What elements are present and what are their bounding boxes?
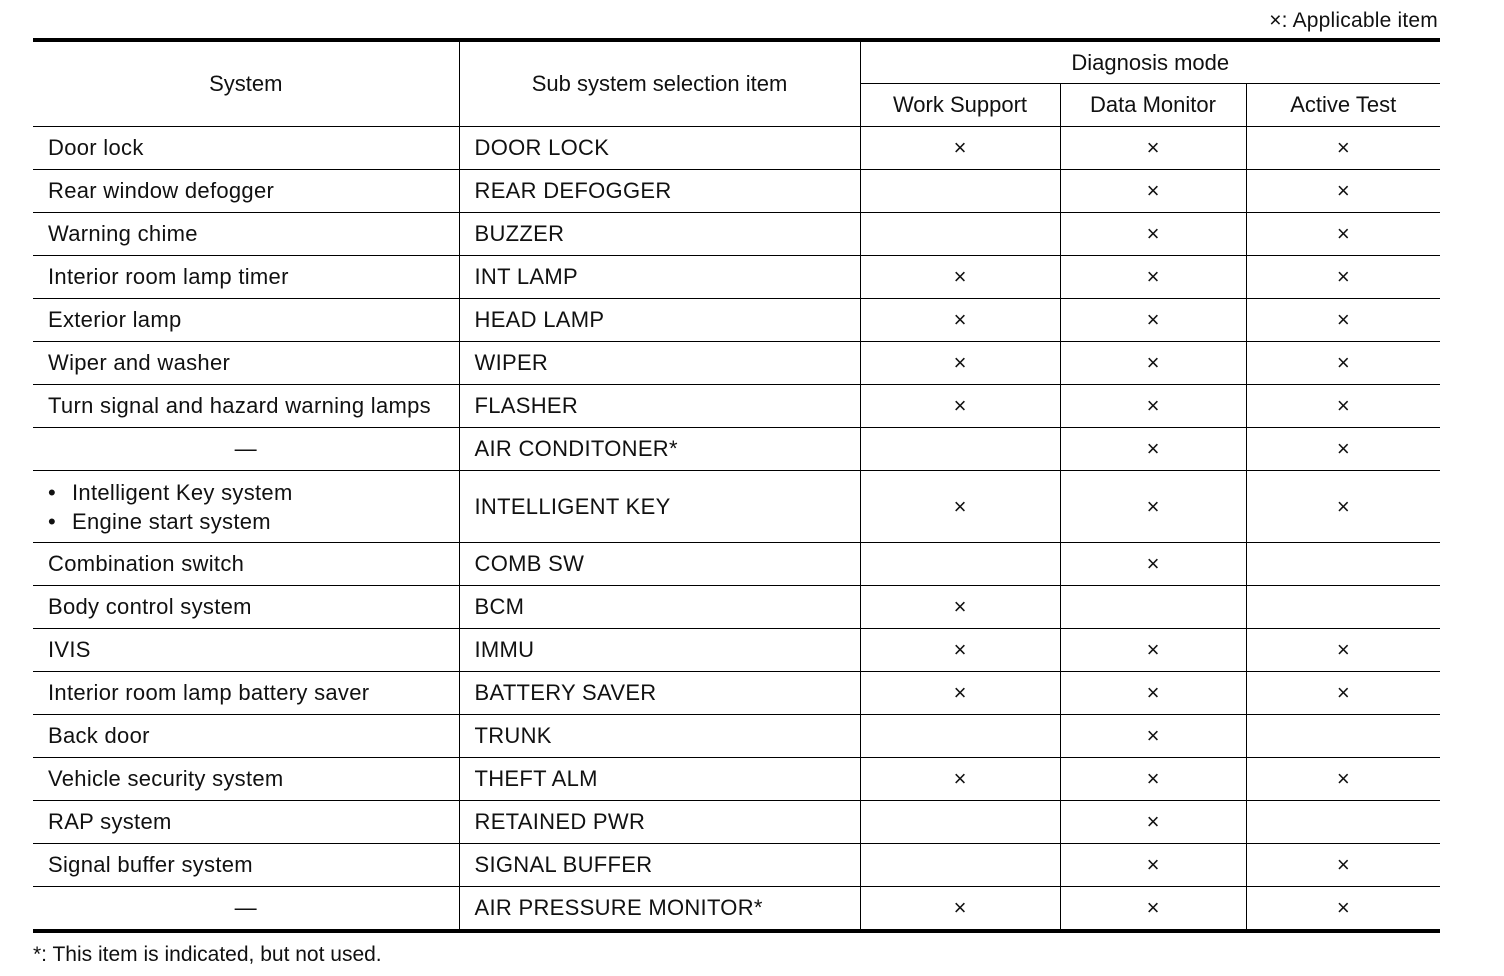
data-monitor-mark: × [1060, 672, 1246, 715]
sub-system-cell: INTELLIGENT KEY [459, 471, 860, 543]
system-cell: Warning chime [33, 213, 459, 256]
sub-system-cell: HEAD LAMP [459, 299, 860, 342]
table-row [33, 543, 1440, 586]
system-cell: IVIS [33, 629, 459, 672]
work-support-mark [860, 213, 1060, 256]
system-cell: Interior room lamp battery saver [33, 672, 459, 715]
active-test-mark: × [1246, 127, 1440, 170]
header-active-test: Active Test [1246, 84, 1440, 127]
system-cell [33, 471, 459, 543]
header-data-monitor: Data Monitor [1060, 84, 1246, 127]
table-row [33, 672, 1440, 715]
system-cell: Body control system [33, 586, 459, 629]
table-row [33, 428, 1440, 471]
work-support-mark [860, 543, 1060, 586]
table-row [33, 801, 1440, 844]
data-monitor-mark: × [1060, 256, 1246, 299]
work-support-mark: × [860, 758, 1060, 801]
system-cell: Exterior lamp [33, 299, 459, 342]
data-monitor-mark: × [1060, 385, 1246, 428]
footnote: *: This item is indicated, but not used. [33, 943, 382, 966]
header-system: System [33, 40, 459, 127]
table-row [33, 471, 1440, 543]
table-row [33, 385, 1440, 428]
table-body [33, 127, 1440, 932]
data-monitor-mark: × [1060, 844, 1246, 887]
active-test-mark [1246, 801, 1440, 844]
active-test-mark: × [1246, 256, 1440, 299]
system-cell: Door lock [33, 127, 459, 170]
table-row [33, 256, 1440, 299]
sub-system-cell: INT LAMP [459, 256, 860, 299]
work-support-mark: × [860, 887, 1060, 932]
work-support-mark: × [860, 586, 1060, 629]
sub-system-cell: BUZZER [459, 213, 860, 256]
data-monitor-mark: × [1060, 170, 1246, 213]
sub-system-cell: BATTERY SAVER [459, 672, 860, 715]
table-row [33, 715, 1440, 758]
work-support-mark: × [860, 342, 1060, 385]
sub-system-cell: FLASHER [459, 385, 860, 428]
data-monitor-mark: × [1060, 801, 1246, 844]
active-test-mark [1246, 543, 1440, 586]
system-cell: Rear window defogger [33, 170, 459, 213]
sub-system-cell: RETAINED PWR [459, 801, 860, 844]
active-test-mark: × [1246, 170, 1440, 213]
work-support-mark: × [860, 256, 1060, 299]
work-support-mark [860, 844, 1060, 887]
table-row [33, 299, 1440, 342]
data-monitor-mark: × [1060, 428, 1246, 471]
bullet-icon: • [48, 508, 57, 534]
work-support-mark: × [860, 672, 1060, 715]
sub-system-cell: TRUNK [459, 715, 860, 758]
system-cell: Vehicle security system [33, 758, 459, 801]
sub-system-cell: AIR PRESSURE MONITOR* [459, 887, 860, 932]
system-bullet-label: Engine start system [72, 508, 271, 534]
system-bullet-label: Intelligent Key system [72, 479, 293, 505]
header-sub-system: Sub system selection item [459, 40, 860, 127]
work-support-mark: × [860, 629, 1060, 672]
active-test-mark: × [1246, 887, 1440, 932]
table-row [33, 170, 1440, 213]
data-monitor-mark: × [1060, 758, 1246, 801]
active-test-mark: × [1246, 342, 1440, 385]
sub-system-cell: AIR CONDITONER* [459, 428, 860, 471]
active-test-mark: × [1246, 428, 1440, 471]
work-support-mark [860, 715, 1060, 758]
active-test-mark: × [1246, 629, 1440, 672]
table-row [33, 127, 1440, 170]
data-monitor-mark [1060, 586, 1246, 629]
data-monitor-mark: × [1060, 629, 1246, 672]
table-row [33, 887, 1440, 932]
sub-system-cell: COMB SW [459, 543, 860, 586]
sub-system-cell: DOOR LOCK [459, 127, 860, 170]
active-test-mark: × [1246, 299, 1440, 342]
work-support-mark [860, 170, 1060, 213]
work-support-mark: × [860, 385, 1060, 428]
sub-system-cell: IMMU [459, 629, 860, 672]
system-cell: Combination switch [33, 543, 459, 586]
table-row [33, 213, 1440, 256]
header-work-support: Work Support [860, 84, 1060, 127]
work-support-mark: × [860, 471, 1060, 543]
sub-system-cell: REAR DEFOGGER [459, 170, 860, 213]
work-support-mark: × [860, 127, 1060, 170]
table-row [33, 844, 1440, 887]
data-monitor-mark: × [1060, 887, 1246, 932]
system-cell: Interior room lamp timer [33, 256, 459, 299]
data-monitor-mark: × [1060, 471, 1246, 543]
sub-system-cell: SIGNAL BUFFER [459, 844, 860, 887]
work-support-mark [860, 801, 1060, 844]
system-bullet-item [48, 507, 459, 536]
table-row [33, 342, 1440, 385]
sub-system-cell: BCM [459, 586, 860, 629]
system-cell: Back door [33, 715, 459, 758]
data-monitor-mark: × [1060, 715, 1246, 758]
data-monitor-mark: × [1060, 299, 1246, 342]
system-cell: Turn signal and hazard warning lamps [33, 385, 459, 428]
active-test-mark [1246, 586, 1440, 629]
data-monitor-mark: × [1060, 543, 1246, 586]
diagnosis-mode-table [33, 38, 1440, 933]
table-row [33, 629, 1440, 672]
active-test-mark: × [1246, 844, 1440, 887]
active-test-mark: × [1246, 758, 1440, 801]
system-cell: — [33, 887, 459, 932]
data-monitor-mark: × [1060, 213, 1246, 256]
system-cell: Wiper and washer [33, 342, 459, 385]
table-row [33, 758, 1440, 801]
active-test-mark [1246, 715, 1440, 758]
table-row [33, 586, 1440, 629]
sub-system-cell: WIPER [459, 342, 860, 385]
work-support-mark [860, 428, 1060, 471]
data-monitor-mark: × [1060, 342, 1246, 385]
legend-note: ×: Applicable item [1269, 9, 1438, 32]
sub-system-cell: THEFT ALM [459, 758, 860, 801]
system-bullet-item [48, 478, 459, 507]
active-test-mark: × [1246, 471, 1440, 543]
active-test-mark: × [1246, 385, 1440, 428]
header-diagnosis-mode: Diagnosis mode [860, 40, 1440, 84]
system-cell: RAP system [33, 801, 459, 844]
system-cell: Signal buffer system [33, 844, 459, 887]
active-test-mark: × [1246, 672, 1440, 715]
active-test-mark: × [1246, 213, 1440, 256]
bullet-icon: • [48, 479, 57, 505]
system-cell: — [33, 428, 459, 471]
work-support-mark: × [860, 299, 1060, 342]
data-monitor-mark: × [1060, 127, 1246, 170]
